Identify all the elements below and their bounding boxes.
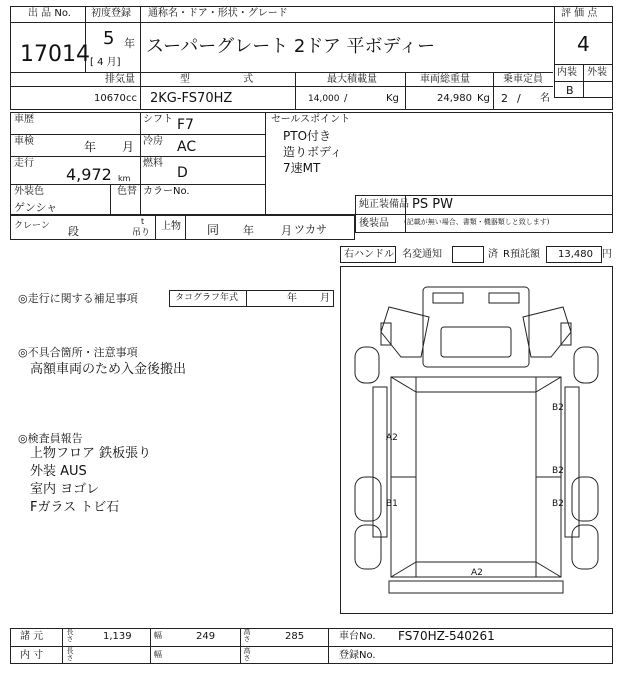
truck-outline [341, 267, 612, 613]
lot-no: 17014 [20, 42, 90, 67]
registration-label: 登録No. [339, 650, 376, 661]
chassis-label: 車台No. [339, 631, 376, 642]
damage-mark: B2 [552, 403, 564, 413]
inspector-label: ◎検査員報告 [18, 432, 83, 445]
damage-mark: B2 [552, 466, 564, 476]
exterior-grade-label: 外装 [587, 67, 607, 78]
damage-mark: A2 [471, 568, 483, 578]
vehicle-name: スーパーグレート 2ドア 平ボディー [146, 36, 436, 57]
inspector-line: Fガラス トビ石 [30, 500, 120, 515]
crane-lift-t: t [141, 217, 145, 226]
shift-label: シフト [143, 114, 173, 125]
history-label: 車歴 [14, 114, 34, 125]
mileage-value: 4,972 [66, 165, 112, 184]
ac-value: AC [177, 139, 197, 155]
recycle-fee-unit: 円 [602, 249, 612, 260]
inspector-line: 外装 AUS [30, 464, 87, 479]
recycle-fee: 13,480 [558, 249, 593, 260]
displacement-value: 10670 [94, 93, 126, 104]
color-label: 外装色 [14, 186, 44, 197]
mileage-label: 走行 [14, 158, 34, 169]
right-handle: 右ハンドル [344, 249, 394, 260]
displacement-unit: cc [126, 93, 137, 104]
vehicle-diagram [340, 266, 613, 614]
displacement-label: 排気量 [105, 74, 135, 85]
upper-same: 同 [207, 223, 220, 237]
height-value: 285 [285, 631, 305, 642]
dims-label: 諸 元 [20, 631, 44, 642]
chassis-value: FS70HZ-540261 [398, 629, 495, 643]
crane-label: クレーン [14, 221, 50, 231]
sales-point: 7速MT [283, 161, 321, 175]
gross-weight-unit: Kg [477, 93, 490, 104]
load-slash: / [344, 93, 348, 104]
first-reg-month: [ 4 月] [90, 57, 121, 68]
length-label: 長さ [66, 628, 74, 642]
gross-weight-label: 車両総重量 [420, 74, 470, 85]
defect-text: 高額車両のため入金後搬出 [30, 362, 187, 377]
crane-stage: 段 [68, 225, 79, 238]
inspection-label: 車検 [14, 136, 34, 147]
ac-label: 冷房 [143, 136, 163, 147]
upper-label: 上物 [161, 221, 181, 232]
sales-points-label: セールスポイント [271, 114, 351, 125]
first-reg-label: 初度登録 [91, 8, 131, 19]
tacho-label: タコグラフ年式 [175, 293, 239, 303]
inner-width-label: 幅 [154, 650, 162, 659]
inspection-year: 年 [84, 140, 97, 154]
upper-month: 月 [281, 224, 292, 237]
capacity-value: 2 [501, 92, 508, 105]
recycle-status: 済 [488, 249, 498, 260]
width-value: 249 [196, 631, 216, 642]
equipment-label: 純正装備品 [359, 199, 409, 210]
damage-mark: A2 [386, 433, 398, 443]
color-value: ゲンシャ [14, 201, 58, 214]
damage-mark: B1 [386, 499, 398, 509]
color-code-label: カラーNo. [143, 186, 190, 197]
sales-point: PTO付き [283, 129, 332, 143]
damage-mark: B2 [552, 499, 564, 509]
mileage-unit: km [118, 174, 131, 183]
vehicle-name-label: 通称名・ドア・形状・グレード [148, 8, 288, 19]
lot-no-label: 出 品 No. [28, 8, 71, 19]
interior-grade: B [566, 84, 574, 97]
capacity-sep: / [517, 92, 521, 105]
inner-dims-label: 内 寸 [20, 650, 44, 661]
fuel-value: D [177, 165, 188, 181]
load-label: 最大積載量 [327, 74, 377, 85]
load-value: 14,000 [308, 94, 340, 104]
rating-score: 4 [577, 32, 590, 56]
model-label: 型 式 [180, 74, 254, 85]
crane-lift: 吊り [132, 228, 151, 238]
gross-weight-value: 24,980 [437, 93, 472, 104]
tacho-year: 年 [287, 293, 297, 304]
interior-grade-label: 内装 [557, 67, 577, 78]
color-change-label: 色替 [117, 186, 137, 197]
inner-height-label: 高さ [243, 647, 251, 661]
height-label: 高さ [243, 628, 251, 642]
sales-point: 造りボディ [283, 145, 343, 159]
recycle-fee-label: R預託額 [503, 249, 540, 260]
capacity-label: 乗車定員 [503, 74, 543, 85]
supplement-label: ◎走行に関する補足事項 [18, 292, 138, 305]
model-value: 2KG-FS70HZ [150, 91, 233, 106]
equipment-value: PS PW [412, 197, 453, 212]
name-change-label: 名変通知 [402, 249, 442, 260]
rating-label: 評 価 点 [561, 8, 598, 19]
inner-length-label: 長さ [66, 647, 74, 661]
first-reg-year: 5 [103, 28, 115, 49]
name-change-box [452, 246, 484, 263]
inspector-line: 上物フロア 鉄板張り [30, 446, 152, 461]
tacho-month: 月 [320, 293, 330, 304]
first-reg-year-unit: 年 [124, 37, 135, 50]
aftermarket-note: (記載が無い場合、書類・機器類しと致します) [404, 218, 550, 226]
inspection-month: 月 [122, 140, 135, 154]
upper-maker: ツカサ [294, 223, 327, 236]
aftermarket-label: 後装品 [359, 218, 389, 229]
shift-value: F7 [177, 117, 194, 133]
load-unit: Kg [386, 93, 399, 104]
defect-label: ◎不具合箇所・注意事項 [18, 346, 138, 359]
width-label: 幅 [154, 631, 162, 640]
length-value: 1,139 [103, 631, 132, 642]
upper-year: 年 [243, 224, 254, 237]
fuel-label: 燃料 [143, 158, 163, 169]
capacity-unit: 名 [540, 93, 550, 104]
inspector-line: 室内 ヨゴレ [30, 482, 100, 497]
